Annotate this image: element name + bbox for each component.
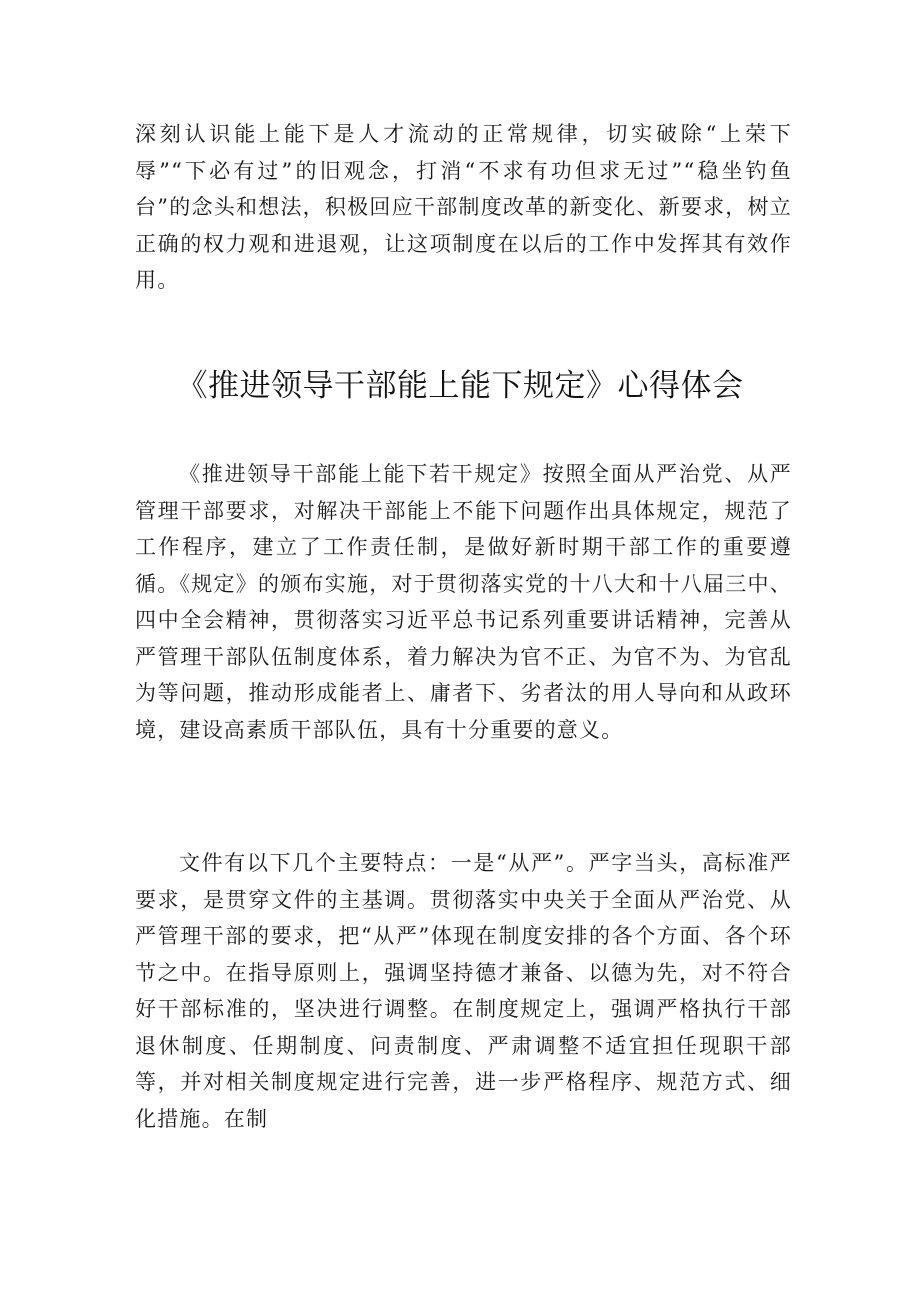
page-title: 《推进领导干部能上能下规定》心得体会 xyxy=(176,368,744,404)
body-paragraph-1: 《推进领导干部能上能下若干规定》按照全面从严治党、从严管理干部要求，对解决干部能上不能下问题作出具体规定，规范了工作程序，建立了工作责任制，是做好新时期干部工作的重要遵循。《规定》的颁布实施，对于贯彻落实党的十八大和十八届三中、四中全会精神，贯彻落实习近平总书记系列重要讲话精神，完善从严管理干部队伍制度体系，着力解决为官不正、为官不为、为官乱为等问题，推动形成能者上、庸者下、劣者汰的用人导向和从政环境，建设高素质干部队伍，具有十分重要的意义。 xyxy=(135,462,792,742)
body-paragraph-2: 文件有以下几个主要特点：一是“从严”。严字当头，高标准严要求，是贯穿文件的主基调。贯彻落实中央关于全面从严治党、从严管理干部的要求，把“从严”体现在制度安排的各个方面、各个环节之中。在指导原则上，强调坚持德才兼备、以德为先，对不符合好干部标准的，坚决进行调整。在制度规定上，强调严格执行干部退休制度、任期制度、问责制度、严肃调整不适宜担任现职干部等，并对相关制度规定进行完善，进一步严格程序、规范方式、细化措施。在制 xyxy=(135,851,792,1131)
intro-paragraph: 深刻认识能上能下是人才流动的正常规律，切实破除“上荣下辱”“下必有过”的旧观念，打消“不求有功但求无过”“稳坐钓鱼台”的念头和想法，积极回应干部制度改革的新变化、新要求，树立正确的权力观和进退观，让这项制度在以后的工作中发挥其有效作用。 xyxy=(135,122,792,292)
